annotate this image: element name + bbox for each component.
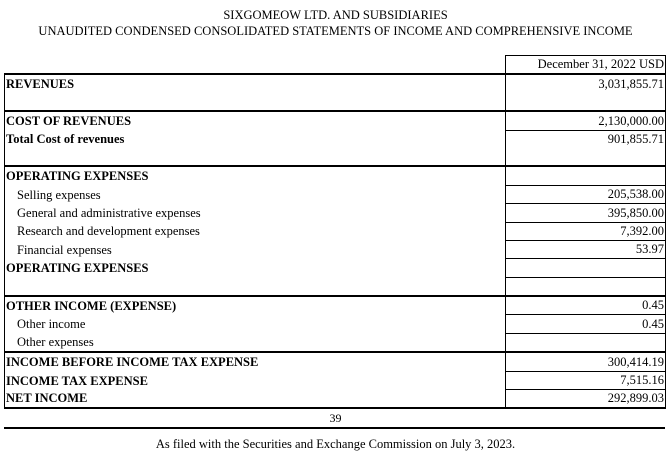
row-value bbox=[506, 93, 666, 111]
table-row bbox=[5, 259, 666, 277]
row-label: NET INCOME bbox=[5, 390, 506, 409]
income-statement-table bbox=[4, 55, 666, 409]
row-label: INCOME TAX EXPENSE bbox=[5, 371, 506, 389]
row-label bbox=[5, 277, 506, 296]
row-value bbox=[506, 259, 666, 277]
table-row bbox=[5, 277, 666, 296]
header-blank-cell bbox=[5, 56, 506, 75]
row-value: 53.97 bbox=[506, 240, 666, 258]
company-name: SIXGOMEOW LTD. AND SUBSIDIARIES bbox=[223, 8, 448, 22]
footer-divider bbox=[4, 427, 665, 429]
row-label: REVENUES bbox=[5, 74, 506, 92]
statement-title: UNAUDITED CONDENSED CONSOLIDATED STATEMENTS OF INCOME AND COMPREHENSIVE INCOME bbox=[38, 24, 633, 38]
row-label: Total Cost of revenues bbox=[5, 130, 506, 148]
table-row bbox=[5, 240, 666, 258]
row-value: 300,414.19 bbox=[506, 352, 666, 371]
column-header-row bbox=[5, 56, 666, 75]
row-label: Other expenses bbox=[5, 333, 506, 352]
row-label bbox=[5, 148, 506, 166]
row-value: 205,538.00 bbox=[506, 185, 666, 203]
column-header: December 31, 2022 USD bbox=[506, 56, 666, 75]
row-value: 7,392.00 bbox=[506, 222, 666, 240]
row-value: 2,130,000.00 bbox=[506, 111, 666, 130]
row-value: 292,899.03 bbox=[506, 390, 666, 409]
row-value: 395,850.00 bbox=[506, 204, 666, 222]
row-label: COST OF REVENUES bbox=[5, 111, 506, 130]
table-row bbox=[5, 296, 666, 315]
table-row bbox=[5, 111, 666, 130]
row-label: INCOME BEFORE INCOME TAX EXPENSE bbox=[5, 352, 506, 371]
row-value: 901,855.71 bbox=[506, 130, 666, 148]
row-label: OPERATING EXPENSES bbox=[5, 166, 506, 185]
filing-footer: As filed with the Securities and Exchange Commission on July 3, 2023. bbox=[155, 437, 516, 451]
table-row bbox=[5, 93, 666, 111]
row-label: General and administrative expenses bbox=[5, 204, 506, 222]
row-label: Research and development expenses bbox=[5, 222, 506, 240]
row-label bbox=[5, 93, 506, 111]
row-value bbox=[506, 148, 666, 166]
row-value bbox=[506, 333, 666, 352]
row-label: OPERATING EXPENSES bbox=[5, 259, 506, 277]
row-value: 0.45 bbox=[506, 296, 666, 315]
row-label: Selling expenses bbox=[5, 185, 506, 203]
row-value bbox=[506, 277, 666, 296]
table-row bbox=[5, 74, 666, 92]
table-row bbox=[5, 204, 666, 222]
table-row bbox=[5, 166, 666, 185]
table-row bbox=[5, 333, 666, 352]
row-value: 3,031,855.71 bbox=[506, 74, 666, 92]
page-number: 39 bbox=[329, 411, 342, 425]
table-row bbox=[5, 185, 666, 203]
table-row bbox=[5, 222, 666, 240]
table-row bbox=[5, 130, 666, 148]
row-label: Financial expenses bbox=[5, 240, 506, 258]
row-value bbox=[506, 166, 666, 185]
table-row bbox=[5, 352, 666, 371]
table-row bbox=[5, 148, 666, 166]
row-label: Other income bbox=[5, 315, 506, 333]
table-row bbox=[5, 315, 666, 333]
table-row bbox=[5, 390, 666, 409]
row-value: 0.45 bbox=[506, 315, 666, 333]
row-label: OTHER INCOME (EXPENSE) bbox=[5, 296, 506, 315]
row-value: 7,515.16 bbox=[506, 371, 666, 389]
table-row bbox=[5, 371, 666, 389]
